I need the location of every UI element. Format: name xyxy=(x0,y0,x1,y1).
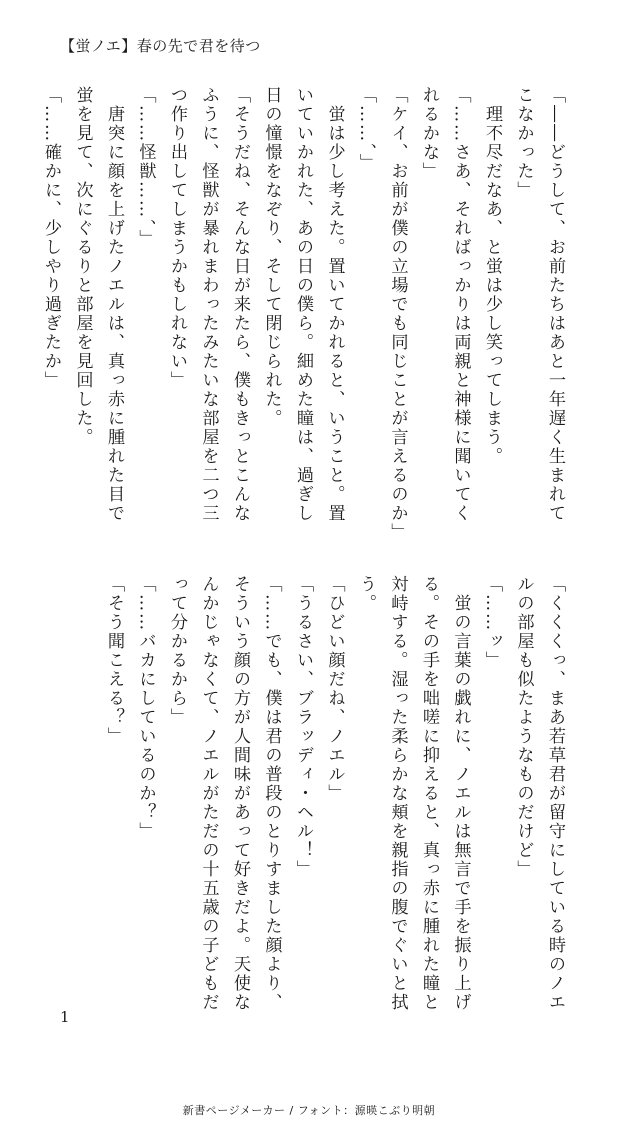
text-block-top xyxy=(41,86,570,542)
paragraph: 「うるさい、ブラッディ・ヘル！」 xyxy=(293,575,313,879)
text-block-bottom xyxy=(90,575,570,1030)
paragraph: 「そう聞こえる？」 xyxy=(104,575,124,746)
page-number: 1 xyxy=(60,1008,70,1026)
paragraph: 「……さあ、そればっかりは両親と神様に聞いてくれるかな」 xyxy=(419,86,471,523)
paragraph: 「……確かに、少しやり過ぎたか」 xyxy=(41,86,61,390)
paragraph: 「……怪獣……、」 xyxy=(135,86,156,249)
paragraph: 唐突に顔を上げたノエルは、真っ赤に腫れた目で蛍を見て、次にぐるりと部屋を見回した。 xyxy=(72,86,124,523)
page-title: 【蛍ノエ】春の先で君を待つ xyxy=(60,37,261,55)
paragraph: 「――どうして、お前たちはあと一年遅く生まれてこなかった」 xyxy=(513,86,565,523)
paragraph: 「……バカにしているのか？」 xyxy=(135,575,156,841)
footer-credit: 新書ページメーカー / フォント：源暎こぶり明朝 xyxy=(182,1104,436,1117)
paragraph: 「……、」 xyxy=(356,86,376,173)
paragraph: 「……ッ」 xyxy=(482,575,502,670)
paragraph: 「……でも、僕は君の普段のとりすました顔より、そういう顔の方が人間味があって好きだよ。天使なんかじゃなくて、ノエルがただの十五歳の子どもだって分かるから」 xyxy=(167,575,282,1012)
paragraph: 蛍は少し考えた。置いてかれると、いうこと。置いていかれた、あの日の僕ら。細めた瞳は、過ぎし日の憧憬をなぞり、そして閉じられた。 xyxy=(261,86,345,523)
paragraph: 蛍の言葉の戯れに、ノエルは無言で手を振り上げる。その手を咄嗟に抑えると、真っ赤に腫れた瞳と対峙する。湿った柔らかな頬を親指の腹でぐいと拭う。 xyxy=(356,575,471,1012)
paragraph: 「くくくっ、まあ若草君が留守にしている時のノエルの部屋も似たようなものだけど」 xyxy=(513,575,565,1012)
paragraph: 理不尽だなあ、と蛍は少し笑ってしまう。 xyxy=(482,86,502,466)
paragraph: 「ひどい顔だね、ノエル」 xyxy=(324,575,345,803)
paragraph: 「そうだね、そんな日が来たら、僕もきっとこんなふうに、怪獣が暴れまわったみたいな部屋を二つ三つ作り出してしまうかもしれない」 xyxy=(167,86,250,523)
paragraph: 「ケイ、お前が僕の立場でも同じことが言えるのか」 xyxy=(387,86,408,542)
